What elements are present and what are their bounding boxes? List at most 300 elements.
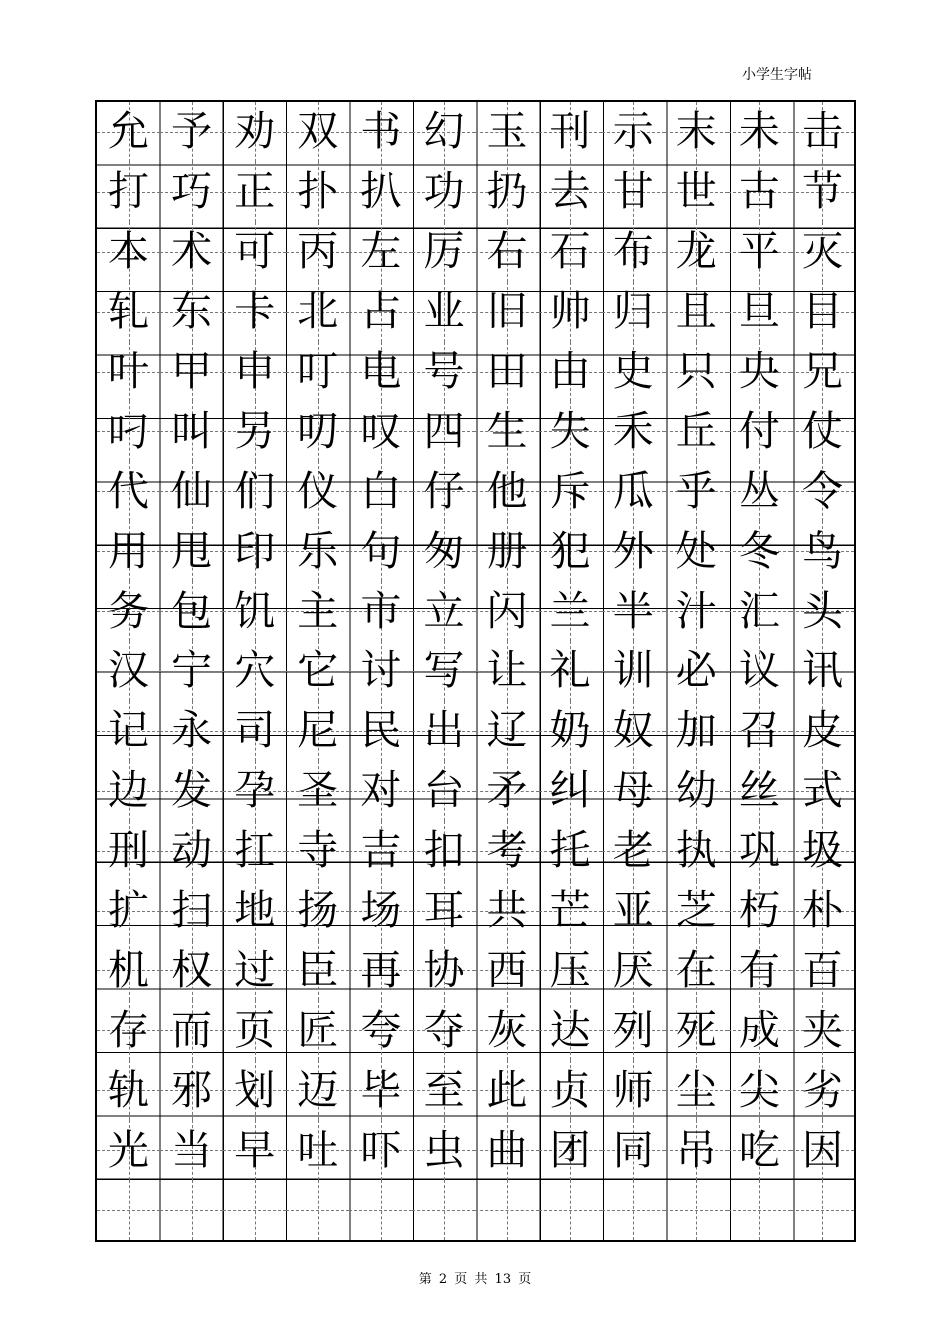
practice-character: 另 [234,406,276,455]
practice-character: 代 [108,466,150,515]
grid-cell [665,701,728,761]
grid-cell [475,102,538,162]
grid-cell [728,1120,791,1180]
grid-cell [286,1000,349,1060]
practice-character: 光 [108,1125,150,1174]
practice-character: 加 [675,706,717,755]
practice-character: 白 [360,466,402,515]
practice-character: 地 [234,886,276,935]
grid-cell [475,282,538,342]
grid-cell [286,881,349,941]
grid-cell [412,401,475,461]
practice-character: 扣 [423,826,465,875]
practice-character: 汉 [108,646,150,695]
grid-cell [728,1060,791,1120]
practice-grid [95,100,856,1242]
grid-cell [665,521,728,581]
grid-cell [286,401,349,461]
practice-character: 百 [801,945,843,994]
practice-character: 半 [612,586,654,635]
grid-cell [223,282,286,342]
practice-character: 古 [738,167,780,216]
practice-character: 动 [171,826,213,875]
grid-cell [223,1180,286,1240]
grid-cell [602,461,665,521]
grid-cell [412,581,475,641]
practice-character: 共 [486,886,528,935]
grid-cell [602,342,665,402]
grid-cell [728,941,791,1001]
grid-cell [728,162,791,222]
practice-character: 未 [738,107,780,156]
practice-character: 叹 [360,406,402,455]
grid-cell [160,1180,223,1240]
practice-character: 扒 [360,167,402,216]
practice-character: 厌 [612,945,654,994]
practice-character: 再 [360,945,402,994]
practice-character: 尘 [675,1065,717,1114]
practice-character: 扛 [234,826,276,875]
practice-character: 对 [360,766,402,815]
grid-cell [728,401,791,461]
grid-cell [97,521,160,581]
practice-character: 斥 [549,466,591,515]
practice-character: 必 [675,646,717,695]
practice-character: 老 [612,826,654,875]
grid-cell [412,461,475,521]
grid-cell [349,1180,412,1240]
grid-cell [286,342,349,402]
practice-character: 写 [423,646,465,695]
grid-cell [97,1060,160,1120]
practice-character: 讨 [360,646,402,695]
grid-cell [160,162,223,222]
grid-cell [286,1180,349,1240]
practice-character: 左 [360,227,402,276]
practice-character: 仙 [171,466,213,515]
grid-cell [602,1000,665,1060]
grid-cell [602,1120,665,1180]
practice-character: 式 [801,766,843,815]
grid-cell [223,1000,286,1060]
practice-character: 皮 [801,706,843,755]
practice-character: 扔 [486,167,528,216]
grid-cell [791,881,854,941]
practice-character: 旧 [486,287,528,336]
practice-character: 轧 [108,287,150,336]
grid-cell [475,461,538,521]
practice-character: 达 [549,1005,591,1054]
grid-cell [602,761,665,821]
grid-cell [97,641,160,701]
grid-cell [286,581,349,641]
grid-cell [349,1060,412,1120]
grid-cell [665,941,728,1001]
grid-cell [412,701,475,761]
practice-character: 扑 [297,167,339,216]
grid-cell [286,162,349,222]
practice-character: 协 [423,945,465,994]
practice-character: 帅 [549,287,591,336]
grid-cell [160,941,223,1001]
practice-character: 幻 [423,107,465,156]
practice-character: 尖 [738,1065,780,1114]
practice-character: 叨 [297,406,339,455]
practice-character: 圾 [801,826,843,875]
practice-character: 生 [486,406,528,455]
grid-cell [160,881,223,941]
grid-cell [286,941,349,1001]
practice-character: 刑 [108,826,150,875]
grid-cell [665,1180,728,1240]
practice-character: 头 [801,586,843,635]
practice-character: 成 [738,1005,780,1054]
grid-cell [665,581,728,641]
practice-character: 此 [486,1065,528,1114]
practice-character: 卡 [234,287,276,336]
grid-cell [160,1120,223,1180]
practice-character: 当 [171,1125,213,1174]
grid-cell [97,941,160,1001]
grid-cell [665,282,728,342]
grid-cell [97,401,160,461]
grid-cell [475,1120,538,1180]
grid-cell [539,1180,602,1240]
grid-cell [602,162,665,222]
grid-cell [160,1060,223,1120]
grid-cell [791,1180,854,1240]
practice-character: 奶 [549,706,591,755]
grid-cell [223,581,286,641]
grid-cell [665,222,728,282]
practice-character: 用 [108,526,150,575]
practice-character: 毕 [360,1065,402,1114]
practice-character: 至 [423,1065,465,1114]
practice-character: 仪 [297,466,339,515]
practice-character: 汇 [738,586,780,635]
grid-cell [286,641,349,701]
practice-character: 圣 [297,766,339,815]
grid-cell [665,881,728,941]
practice-character: 幼 [675,766,717,815]
grid-cell [160,222,223,282]
practice-character: 吉 [360,826,402,875]
practice-character: 权 [171,945,213,994]
grid-cell [412,1180,475,1240]
grid-cell [97,102,160,162]
grid-cell [665,401,728,461]
grid-cell [412,821,475,881]
practice-character: 死 [675,1005,717,1054]
practice-character: 乎 [675,466,717,515]
grid-cell [412,641,475,701]
practice-character: 兄 [801,347,843,396]
grid-cell [602,282,665,342]
grid-cell [665,761,728,821]
grid-cell [602,581,665,641]
practice-character: 刊 [549,107,591,156]
grid-cell [475,701,538,761]
grid-cell [223,881,286,941]
grid-cell [539,401,602,461]
practice-character: 它 [297,646,339,695]
practice-character: 失 [549,406,591,455]
grid-cell [728,521,791,581]
practice-character: 仗 [801,406,843,455]
practice-character: 托 [549,826,591,875]
grid-cell [791,821,854,881]
practice-character: 扩 [108,886,150,935]
grid-cell [223,1120,286,1180]
grid-cell [160,342,223,402]
grid-cell [286,821,349,881]
practice-character: 虫 [423,1125,465,1174]
grid-cell [539,1000,602,1060]
grid-cell [791,761,854,821]
grid-cell [160,761,223,821]
practice-character: 叮 [297,347,339,396]
practice-character: 丘 [675,406,717,455]
grid-cell [539,102,602,162]
practice-character: 平 [738,227,780,276]
grid-cell [97,282,160,342]
practice-character: 因 [801,1125,843,1174]
grid-cell [665,461,728,521]
page-footer: 第 2 页 共 13 页 [418,1272,532,1287]
grid-cell [475,222,538,282]
practice-character: 甲 [171,347,213,396]
practice-character: 吐 [297,1125,339,1174]
practice-character: 吃 [738,1125,780,1174]
practice-character: 芒 [549,886,591,935]
grid-cell [475,401,538,461]
practice-character: 扫 [171,886,213,935]
grid-cell [412,102,475,162]
practice-character: 书 [360,107,402,156]
practice-character: 可 [234,227,276,276]
practice-character: 本 [108,227,150,276]
practice-character: 鸟 [801,526,843,575]
grid-cell [97,1000,160,1060]
grid-cell [349,222,412,282]
practice-character: 执 [675,826,717,875]
practice-character: 叶 [108,347,150,396]
practice-character: 亚 [612,886,654,935]
grid-cell [160,701,223,761]
practice-character: 允 [108,107,150,156]
practice-character: 主 [297,586,339,635]
practice-character: 边 [108,766,150,815]
practice-character: 饥 [234,586,276,635]
practice-character: 号 [423,347,465,396]
practice-character: 压 [549,945,591,994]
grid-cell [349,342,412,402]
practice-character: 丙 [297,227,339,276]
grid-cell [791,282,854,342]
practice-character: 仔 [423,466,465,515]
grid-cell [602,821,665,881]
grid-cell [791,521,854,581]
grid-cell [665,162,728,222]
practice-character: 矛 [486,766,528,815]
practice-character: 只 [675,347,717,396]
grid-cell [539,941,602,1001]
practice-character: 石 [549,227,591,276]
practice-character: 列 [612,1005,654,1054]
grid-cell [97,1180,160,1240]
grid-cell [602,102,665,162]
practice-character: 龙 [675,227,717,276]
practice-character: 匠 [297,1005,339,1054]
grid-cell [728,761,791,821]
practice-character: 打 [108,167,150,216]
grid-cell [728,641,791,701]
grid-cell [349,1000,412,1060]
practice-character: 有 [738,945,780,994]
grid-cell [349,162,412,222]
grid-cell [223,222,286,282]
grid-cell [475,1000,538,1060]
grid-cell [475,581,538,641]
practice-character: 节 [801,167,843,216]
practice-character: 术 [171,227,213,276]
practice-character: 厉 [423,227,465,276]
header-title: 小学生字帖 [742,67,812,83]
grid-cell [791,1060,854,1120]
practice-character: 芝 [675,886,717,935]
grid-cell [412,222,475,282]
grid-cell [475,641,538,701]
practice-character: 立 [423,586,465,635]
grid-cell [665,1060,728,1120]
grid-cell [728,102,791,162]
grid-cell [602,1180,665,1240]
practice-character: 冬 [738,526,780,575]
grid-cell [160,461,223,521]
practice-character: 外 [612,526,654,575]
grid-cell [97,162,160,222]
grid-cell [791,581,854,641]
practice-character: 曲 [486,1125,528,1174]
practice-character: 训 [612,646,654,695]
practice-character: 台 [423,766,465,815]
practice-character: 世 [675,167,717,216]
grid-cell [539,761,602,821]
practice-character: 电 [360,347,402,396]
grid-cell [791,222,854,282]
practice-character: 轨 [108,1065,150,1114]
practice-character: 议 [738,646,780,695]
grid-cell [539,521,602,581]
grid-cell [791,401,854,461]
grid-cell [602,1060,665,1120]
practice-character: 吓 [360,1125,402,1174]
practice-character: 他 [486,466,528,515]
practice-character: 东 [171,287,213,336]
grid-cell [223,701,286,761]
grid-cell [539,282,602,342]
grid-cell [412,1120,475,1180]
practice-character: 务 [108,586,150,635]
practice-character: 民 [360,706,402,755]
grid-cell [160,102,223,162]
practice-character: 存 [108,1005,150,1054]
practice-character: 迈 [297,1065,339,1114]
grid-cell [728,581,791,641]
practice-character: 夸 [360,1005,402,1054]
grid-cell [223,521,286,581]
grid-cell [97,222,160,282]
grid-cell [223,641,286,701]
practice-character: 布 [612,227,654,276]
grid-cell [728,881,791,941]
grid-cell [539,222,602,282]
practice-character: 且 [675,287,717,336]
grid-cell [791,941,854,1001]
grid-cell [791,461,854,521]
practice-character: 去 [549,167,591,216]
grid-cell [602,641,665,701]
grid-cell [160,1000,223,1060]
practice-character: 双 [297,107,339,156]
practice-character: 在 [675,945,717,994]
grid-cell [412,521,475,581]
grid-cell [475,342,538,402]
practice-character: 巧 [171,167,213,216]
practice-character: 目 [801,287,843,336]
practice-character: 业 [423,287,465,336]
grid-cell [97,581,160,641]
grid-cell [223,941,286,1001]
practice-character: 西 [486,945,528,994]
practice-character: 团 [549,1125,591,1174]
practice-character: 出 [423,706,465,755]
practice-character: 夺 [423,1005,465,1054]
grid-cell [160,581,223,641]
grid-cell [475,941,538,1001]
grid-cell [728,821,791,881]
grid-cell [475,821,538,881]
grid-cell [412,342,475,402]
practice-character: 奴 [612,706,654,755]
grid-cell [286,1060,349,1120]
practice-character: 末 [675,107,717,156]
grid-cell [349,1120,412,1180]
grid-cell [602,941,665,1001]
grid-cell [286,102,349,162]
grid-cell [539,342,602,402]
grid-cell [665,641,728,701]
grid-cell [97,821,160,881]
practice-character: 灰 [486,1005,528,1054]
grid-cell [97,342,160,402]
grid-cell [286,701,349,761]
practice-character: 申 [234,347,276,396]
practice-character: 孕 [234,766,276,815]
grid-cell [412,761,475,821]
practice-character: 犯 [549,526,591,575]
practice-character: 们 [234,466,276,515]
practice-character: 朽 [738,886,780,935]
grid-cell [286,521,349,581]
grid-cell [728,222,791,282]
practice-character: 礼 [549,646,591,695]
grid-cell [539,1060,602,1120]
practice-character: 句 [360,526,402,575]
grid-cell [791,1120,854,1180]
grid-cell [223,1060,286,1120]
grid-cell [475,162,538,222]
